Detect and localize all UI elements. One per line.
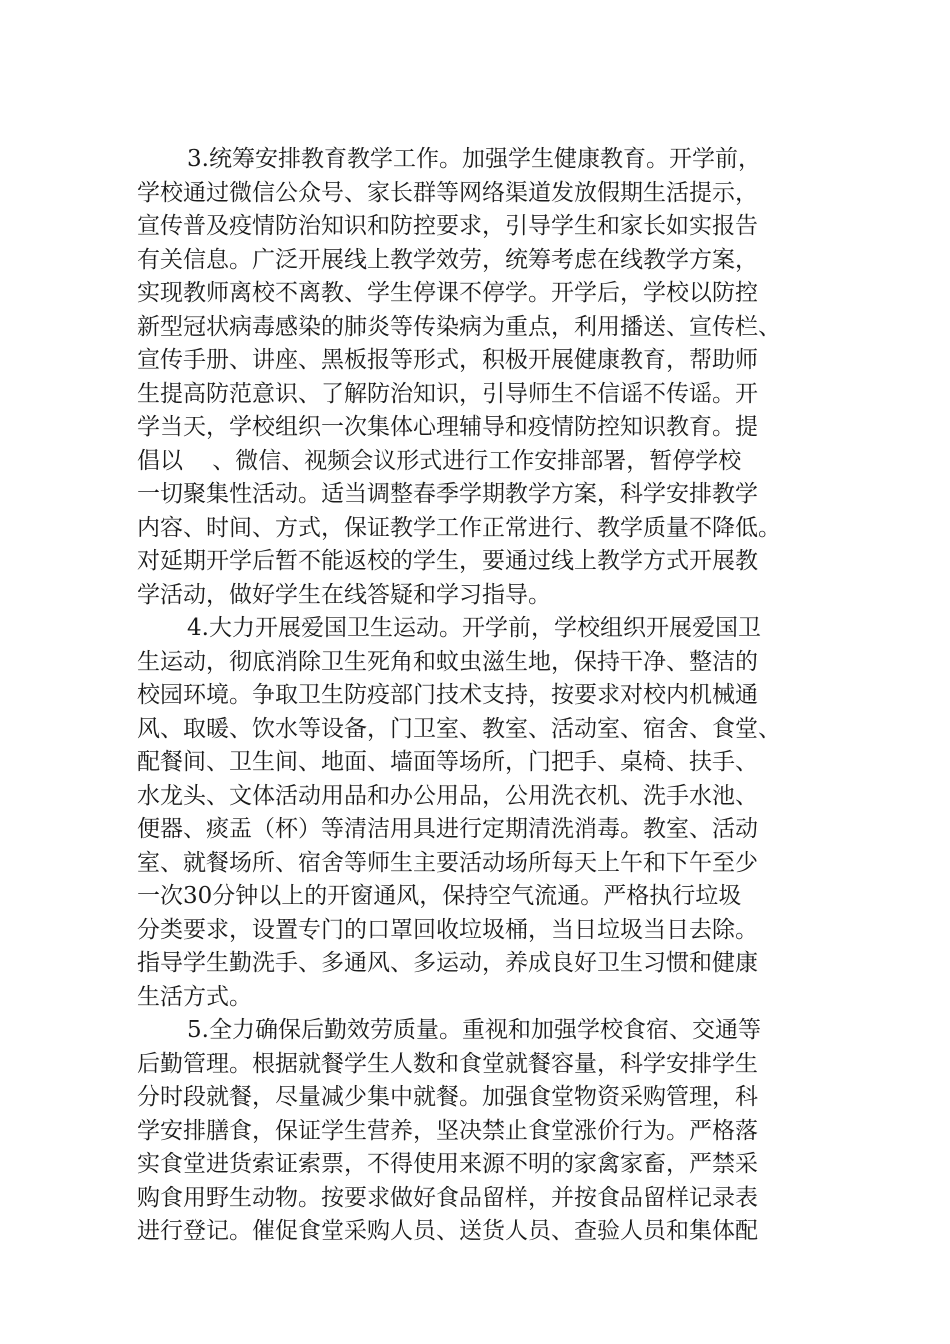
paragraph-3-education-work: [137, 143, 837, 612]
text-line: 3.统筹安排教育教学工作。加强学生健康教育。开学前，: [187, 146, 761, 172]
document-body: [137, 143, 837, 1249]
text-line: 生活方式。: [137, 983, 252, 1010]
text-line: 4.大力开展爱国卫生运动。开学前，学校组织开展爱国卫: [187, 615, 761, 641]
text-line: 学当天，学校组织一次集体心理辅导和疫情防控知识教育。提: [137, 414, 758, 440]
text-line: 学活动，做好学生在线答疑和学习指导。: [137, 581, 551, 608]
paragraph-4-sanitation-campaign: [137, 612, 837, 1014]
text-line: 实食堂进货索证索票，不得使用来源不明的家禽家畜，严禁采: [137, 1151, 758, 1177]
text-line: 倡以 、微信、视频会议形式进行工作安排部署，暂停学校: [137, 447, 742, 474]
text-line: 实现教师离校不离教、学生停课不停学。开学后，学校以防控: [137, 280, 758, 306]
text-line: 后勤管理。根据就餐学生人数和食堂就餐容量，科学安排学生: [137, 1050, 758, 1077]
text-line: 生提高防范意识、了解防治知识，引导师生不信谣不传谣。开: [137, 380, 758, 407]
text-line: 宣传普及疫情防治知识和防控要求，引导学生和家长如实报告: [137, 213, 758, 239]
text-line: 校园环境。争取卫生防疫部门技术支持，按要求对校内机械通: [137, 682, 758, 708]
text-line: 学安排膳食，保证学生营养，坚决禁止食堂涨价行为。严格落: [137, 1117, 758, 1144]
text-line: 进行登记。催促食堂采购人员、送货人员、查验人员和集体配: [137, 1218, 758, 1244]
text-line: 购食用野生动物。按要求做好食品留样，并按食品留样记录表: [137, 1184, 758, 1211]
text-line: 内容、时间、方式，保证教学工作正常进行、教学质量不降低。: [137, 514, 781, 541]
text-line: 学校通过微信公众号、家长群等网络渠道发放假期生活提示，: [137, 179, 758, 206]
text-line: 室、就餐场所、宿舍等师生主要活动场所每天上午和下午至少: [137, 849, 758, 876]
text-line: 分类要求，设置专门的口罩回收垃圾桶，当日垃圾当日去除。: [137, 916, 758, 943]
text-line: 一次30分钟以上的开窗通风，保持空气流通。严格执行垃圾: [137, 883, 742, 909]
text-line: 水龙头、文体活动用品和办公用品，公用洗衣机、洗手水池、: [137, 782, 758, 809]
text-line: 指导学生勤洗手、多通风、多运动，养成良好卫生习惯和健康: [137, 950, 758, 976]
text-line: 对延期开学后暂不能返校的学生，要通过线上教学方式开展教: [137, 548, 758, 574]
text-line: 宣传手册、讲座、黑板报等形式，积极开展健康教育，帮助师: [137, 347, 758, 373]
text-line: 一切聚集性活动。适当调整春季学期教学方案，科学安排教学: [137, 481, 758, 507]
text-line: 风、取暖、饮水等设备，门卫室、教室、活动室、宿舍、食堂、: [137, 715, 781, 742]
text-line: 分时段就餐，尽量减少集中就餐。加强食堂物资采购管理，科: [137, 1084, 758, 1110]
text-line: 5.全力确保后勤效劳质量。重视和加强学校食宿、交通等: [187, 1017, 761, 1043]
text-line: 便器、痰盂（杯）等清洁用具进行定期清洗消毒。教室、活动: [137, 816, 758, 842]
paragraph-5-logistics-service: [137, 1014, 837, 1249]
text-line: 新型冠状病毒感染的肺炎等传染病为重点，利用播送、宣传栏、: [137, 313, 781, 340]
text-line: 有关信息。广泛开展线上教学效劳，统筹考虑在线教学方案，: [137, 246, 758, 273]
text-line: 配餐间、卫生间、地面、墙面等场所，门把手、桌椅、扶手、: [137, 749, 758, 775]
text-line: 生运动，彻底消除卫生死角和蚊虫滋生地，保持干净、整洁的: [137, 648, 758, 675]
